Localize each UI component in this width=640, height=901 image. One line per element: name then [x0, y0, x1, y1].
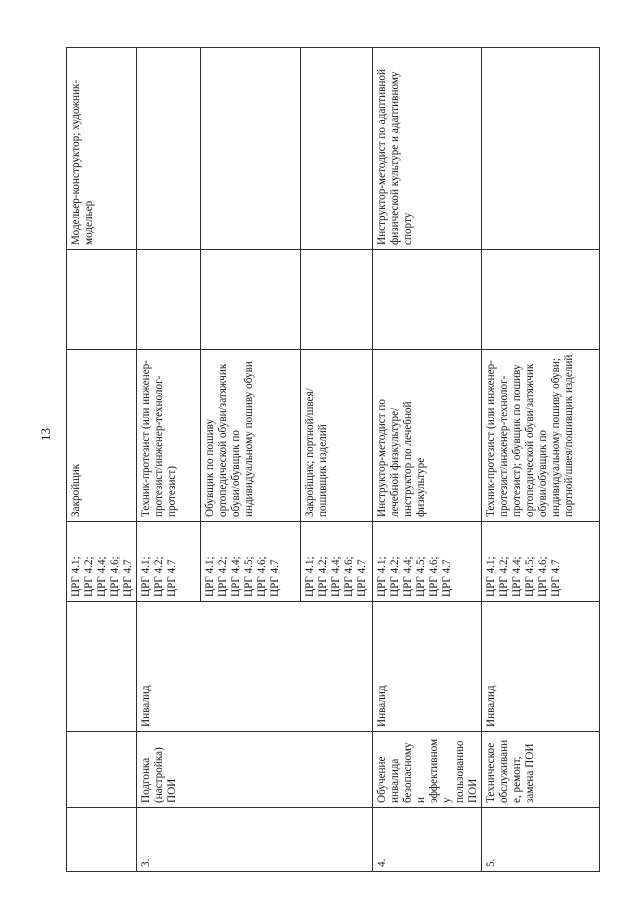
cell-codes: ЦРГ 4.1; ЦРГ 4.2; ЦРГ 4.4; ЦРГ 4.6; ЦРГ 4.7	[301, 522, 373, 602]
cell-service	[67, 732, 137, 808]
cell-worker: Обувщик по пошиву ортопедической обуви/затяжчик обуви/обувщик по индивидуальному пошиву обуви	[201, 350, 301, 522]
cell-service: Техническое обслуживание, ремонт, замена ПОИ	[482, 732, 600, 808]
cell-specialist	[301, 250, 373, 350]
table-row-4	[373, 48, 482, 872]
cell-codes: ЦРГ 4.1; ЦРГ 4.2; ЦРГ 4.4; ЦРГ 4.5; ЦРГ 4.6; ЦРГ 4.7	[482, 522, 600, 602]
cell-specialist	[137, 250, 201, 350]
cell-codes: ЦРГ 4.1; ЦРГ 4.2; ЦРГ 4.4; ЦРГ 4.6; ЦРГ 4.7	[67, 522, 137, 602]
cell-worker: Техник-протезист (или инженер-протезист/инженер-технолог-протезист)	[137, 350, 201, 522]
cell-codes: ЦРГ 4.1; ЦРГ 4.2; ЦРГ 4.4; ЦРГ 4.5; ЦРГ 4.6; ЦРГ 4.7	[373, 522, 482, 602]
cell-recipient: Инвалид	[482, 602, 600, 732]
cell-expert: Инструктор-методист по адаптивной физической культуре и адаптивному спорту	[373, 48, 482, 250]
table-row-continuation	[67, 48, 137, 872]
cell-recipient: Инвалид	[373, 602, 482, 732]
cell-recipient: Инвалид	[137, 602, 373, 732]
page-number: 13	[38, 428, 53, 441]
cell-num: 3.	[137, 808, 373, 872]
cell-num: 5.	[482, 808, 600, 872]
cell-recipient	[67, 602, 137, 732]
cell-num: 4.	[373, 808, 482, 872]
cell-worker: Закройщик; портной/швея/пошивщик изделий	[301, 350, 373, 522]
cell-specialist	[67, 250, 137, 350]
cell-expert	[201, 48, 301, 250]
cell-specialist	[482, 250, 600, 350]
cell-codes: ЦРГ 4.1; ЦРГ 4.2; ЦРГ 4.4; ЦРГ 4.5; ЦРГ 4.6; ЦРГ 4.7	[201, 522, 301, 602]
cell-specialist	[201, 250, 301, 350]
cell-service: Обучение инвалида безопасному и эффективному пользованию ПОИ	[373, 732, 482, 808]
cell-worker: Техник-протезист (или инженер-протезист/инженер-технолог-протезист); обувщик по пошиву ортопедической обуви/затяжчик обуви/обувщик по индивидуальному пошиву обуви; портной/швея/пошивщик изделий	[482, 350, 600, 522]
rotated-table-container	[66, 48, 575, 872]
cell-expert	[482, 48, 600, 250]
cell-codes: ЦРГ 4.1; ЦРГ 4.2; ЦРГ 4.7	[137, 522, 201, 602]
cell-worker: Инструктор-методист по лечебной физкультуре/инструктор по лечебной физкультуре	[373, 350, 482, 522]
services-table	[66, 47, 600, 872]
cell-worker: Закройщик	[67, 350, 137, 522]
cell-service: Подгонка (настройка) ПОИ	[137, 732, 373, 808]
cell-expert	[301, 48, 373, 250]
cell-num	[67, 808, 137, 872]
table-row-3a	[137, 48, 201, 872]
cell-expert: Модельер-конструктор; художник-модельер	[67, 48, 137, 250]
cell-expert	[137, 48, 201, 250]
cell-specialist	[373, 250, 482, 350]
table-row-5	[482, 48, 600, 872]
